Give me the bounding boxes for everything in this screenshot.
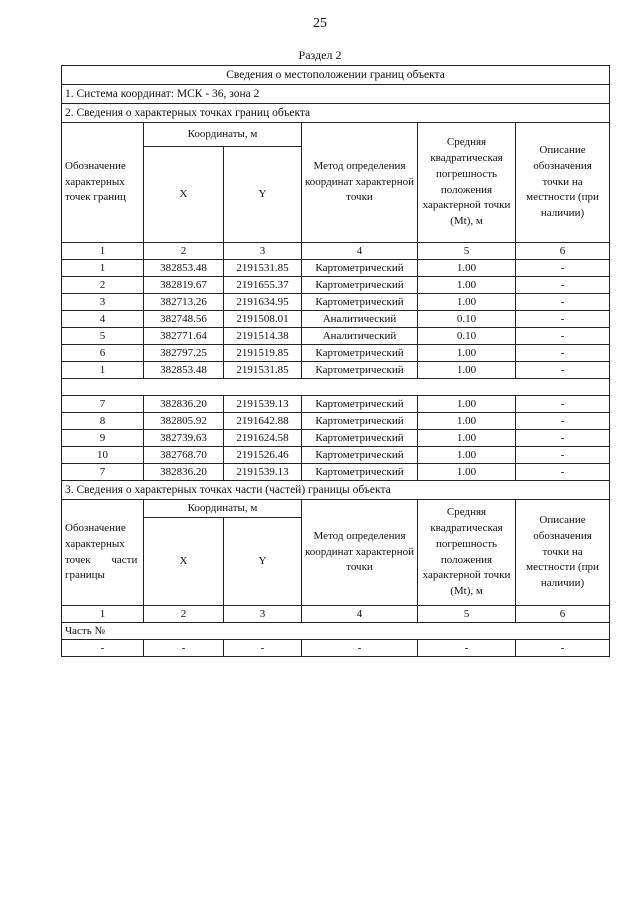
table-row xyxy=(62,294,610,311)
page-number: 25 xyxy=(313,16,327,31)
header-x-part: X xyxy=(144,518,224,606)
cell-x: 382713.26 xyxy=(144,294,224,311)
cell-x: 382853.48 xyxy=(144,260,224,277)
column-number: 3 xyxy=(224,243,302,260)
table-title: Сведения о местоположении границ объекта xyxy=(62,66,610,85)
table-row xyxy=(62,311,610,328)
cell-point: 8 xyxy=(62,413,144,430)
cell-desc: - xyxy=(516,396,610,413)
cell-method: Аналитический xyxy=(302,311,418,328)
cell-desc: - xyxy=(516,311,610,328)
header-x: X xyxy=(144,147,224,243)
cell-desc: - xyxy=(516,430,610,447)
cell-y: - xyxy=(224,640,302,657)
header-method: Метод определения координат характерной точки xyxy=(302,123,418,243)
cell-error: 1.00 xyxy=(418,447,516,464)
boundary-table xyxy=(61,65,610,657)
cell-method: Картометрический xyxy=(302,345,418,362)
table-row xyxy=(62,260,610,277)
cell-desc: - xyxy=(516,294,610,311)
cell-desc: - xyxy=(516,464,610,481)
cell-method: Картометрический xyxy=(302,447,418,464)
column-number: 6 xyxy=(516,243,610,260)
column-number: 1 xyxy=(62,606,144,623)
cell-method: Картометрический xyxy=(302,413,418,430)
header-desc: Описание обозначения точки на местности (при наличии) xyxy=(516,123,610,243)
cell-x: 382739.63 xyxy=(144,430,224,447)
cell-y: 2191634.95 xyxy=(224,294,302,311)
cell-error: 1.00 xyxy=(418,277,516,294)
cell-desc: - xyxy=(516,413,610,430)
cell-y: 2191642.88 xyxy=(224,413,302,430)
cell-x: 382797.25 xyxy=(144,345,224,362)
column-number: 4 xyxy=(302,243,418,260)
cell-point: 3 xyxy=(62,294,144,311)
cell-x: 382805.92 xyxy=(144,413,224,430)
cell-y: 2191508.01 xyxy=(224,311,302,328)
table-row xyxy=(62,345,610,362)
header-point-part-line: Обозначение xyxy=(65,521,126,534)
cell-method: Картометрический xyxy=(302,464,418,481)
cell-x: 382853.48 xyxy=(144,362,224,379)
cell-error: - xyxy=(418,640,516,657)
header-y-part: Y xyxy=(224,518,302,606)
cell-y: 2191531.85 xyxy=(224,260,302,277)
column-number: 6 xyxy=(516,606,610,623)
cell-desc: - xyxy=(516,640,610,657)
cell-y: 2191526.46 xyxy=(224,447,302,464)
table-row xyxy=(62,447,610,464)
header-point-part xyxy=(62,500,144,606)
header-point-part-line: точек части xyxy=(65,553,138,566)
cell-x: 382836.20 xyxy=(144,396,224,413)
column-number: 5 xyxy=(418,243,516,260)
cell-y: 2191514.38 xyxy=(224,328,302,345)
cell-point: 1 xyxy=(62,260,144,277)
cell-desc: - xyxy=(516,260,610,277)
table-row xyxy=(62,430,610,447)
cell-x: 382836.20 xyxy=(144,464,224,481)
cell-error: 1.00 xyxy=(418,345,516,362)
table-row xyxy=(62,328,610,345)
cell-error: 0.10 xyxy=(418,311,516,328)
cell-y: 2191624.58 xyxy=(224,430,302,447)
cell-point: 7 xyxy=(62,396,144,413)
column-number: 2 xyxy=(144,243,224,260)
cell-method: - xyxy=(302,640,418,657)
cell-point: 9 xyxy=(62,430,144,447)
cell-y: 2191655.37 xyxy=(224,277,302,294)
cell-error: 1.00 xyxy=(418,396,516,413)
cell-error: 1.00 xyxy=(418,362,516,379)
cell-method: Картометрический xyxy=(302,260,418,277)
header-coords-part: Координаты, м xyxy=(144,500,302,518)
cell-method: Картометрический xyxy=(302,362,418,379)
cell-point: 7 xyxy=(62,464,144,481)
cell-method: Картометрический xyxy=(302,430,418,447)
cell-y: 2191531.85 xyxy=(224,362,302,379)
cell-desc: - xyxy=(516,328,610,345)
table-row xyxy=(62,396,610,413)
cell-desc: - xyxy=(516,277,610,294)
header-point-part-line: границы xyxy=(65,569,105,582)
separator-row xyxy=(62,379,610,396)
cell-x: - xyxy=(144,640,224,657)
cell-x: 382819.67 xyxy=(144,277,224,294)
column-number: 1 xyxy=(62,243,144,260)
cell-y: 2191539.13 xyxy=(224,464,302,481)
header-coords: Координаты, м xyxy=(144,123,302,147)
header-point-part-line: характерных xyxy=(65,537,125,550)
part-label: Часть № xyxy=(62,623,610,640)
cell-desc: - xyxy=(516,447,610,464)
cell-x: 382768.70 xyxy=(144,447,224,464)
cell-error: 1.00 xyxy=(418,464,516,481)
cell-error: 1.00 xyxy=(418,294,516,311)
cell-point: 5 xyxy=(62,328,144,345)
cell-point: - xyxy=(62,640,144,657)
header-y: Y xyxy=(224,147,302,243)
cell-error: 1.00 xyxy=(418,430,516,447)
cell-desc: - xyxy=(516,362,610,379)
cell-point: 10 xyxy=(62,447,144,464)
cell-point: 4 xyxy=(62,311,144,328)
cell-method: Картометрический xyxy=(302,396,418,413)
table-row xyxy=(62,464,610,481)
column-number: 3 xyxy=(224,606,302,623)
cell-point: 2 xyxy=(62,277,144,294)
cell-x: 382748.56 xyxy=(144,311,224,328)
cell-desc: - xyxy=(516,345,610,362)
cell-point: 1 xyxy=(62,362,144,379)
cell-error: 1.00 xyxy=(418,260,516,277)
cell-error: 0.10 xyxy=(418,328,516,345)
cell-method: Картометрический xyxy=(302,277,418,294)
column-number: 5 xyxy=(418,606,516,623)
header-error-part: Средняя квадратическая погрешность положения характерной точки (Mt), м xyxy=(418,500,516,606)
cell-error: 1.00 xyxy=(418,413,516,430)
column-number: 4 xyxy=(302,606,418,623)
cell-y: 2191519.85 xyxy=(224,345,302,362)
header-method-part: Метод определения координат характерной точки xyxy=(302,500,418,606)
cell-method: Аналитический xyxy=(302,328,418,345)
table-row xyxy=(62,362,610,379)
column-number: 2 xyxy=(144,606,224,623)
table-row xyxy=(62,277,610,294)
coordinate-system: 1. Система координат: МСК - 36, зона 2 xyxy=(62,85,610,104)
section2-heading: 2. Сведения о характерных точках границ объекта xyxy=(62,104,610,123)
cell-x: 382771.64 xyxy=(144,328,224,345)
cell-point: 6 xyxy=(62,345,144,362)
section3-heading: 3. Сведения о характерных точках части (частей) границы объекта xyxy=(62,481,610,500)
header-error: Средняя квадратическая погрешность положения характерной точки (Mt), м xyxy=(418,123,516,243)
header-desc-part: Описание обозначения точки на местности (при наличии) xyxy=(516,500,610,606)
header-point: Обозначение характерных точек границ xyxy=(62,123,144,243)
table-row xyxy=(62,640,610,657)
section-label: Раздел 2 xyxy=(298,48,342,62)
table-row xyxy=(62,413,610,430)
cell-y: 2191539.13 xyxy=(224,396,302,413)
cell-method: Картометрический xyxy=(302,294,418,311)
separator-cell xyxy=(62,379,610,396)
